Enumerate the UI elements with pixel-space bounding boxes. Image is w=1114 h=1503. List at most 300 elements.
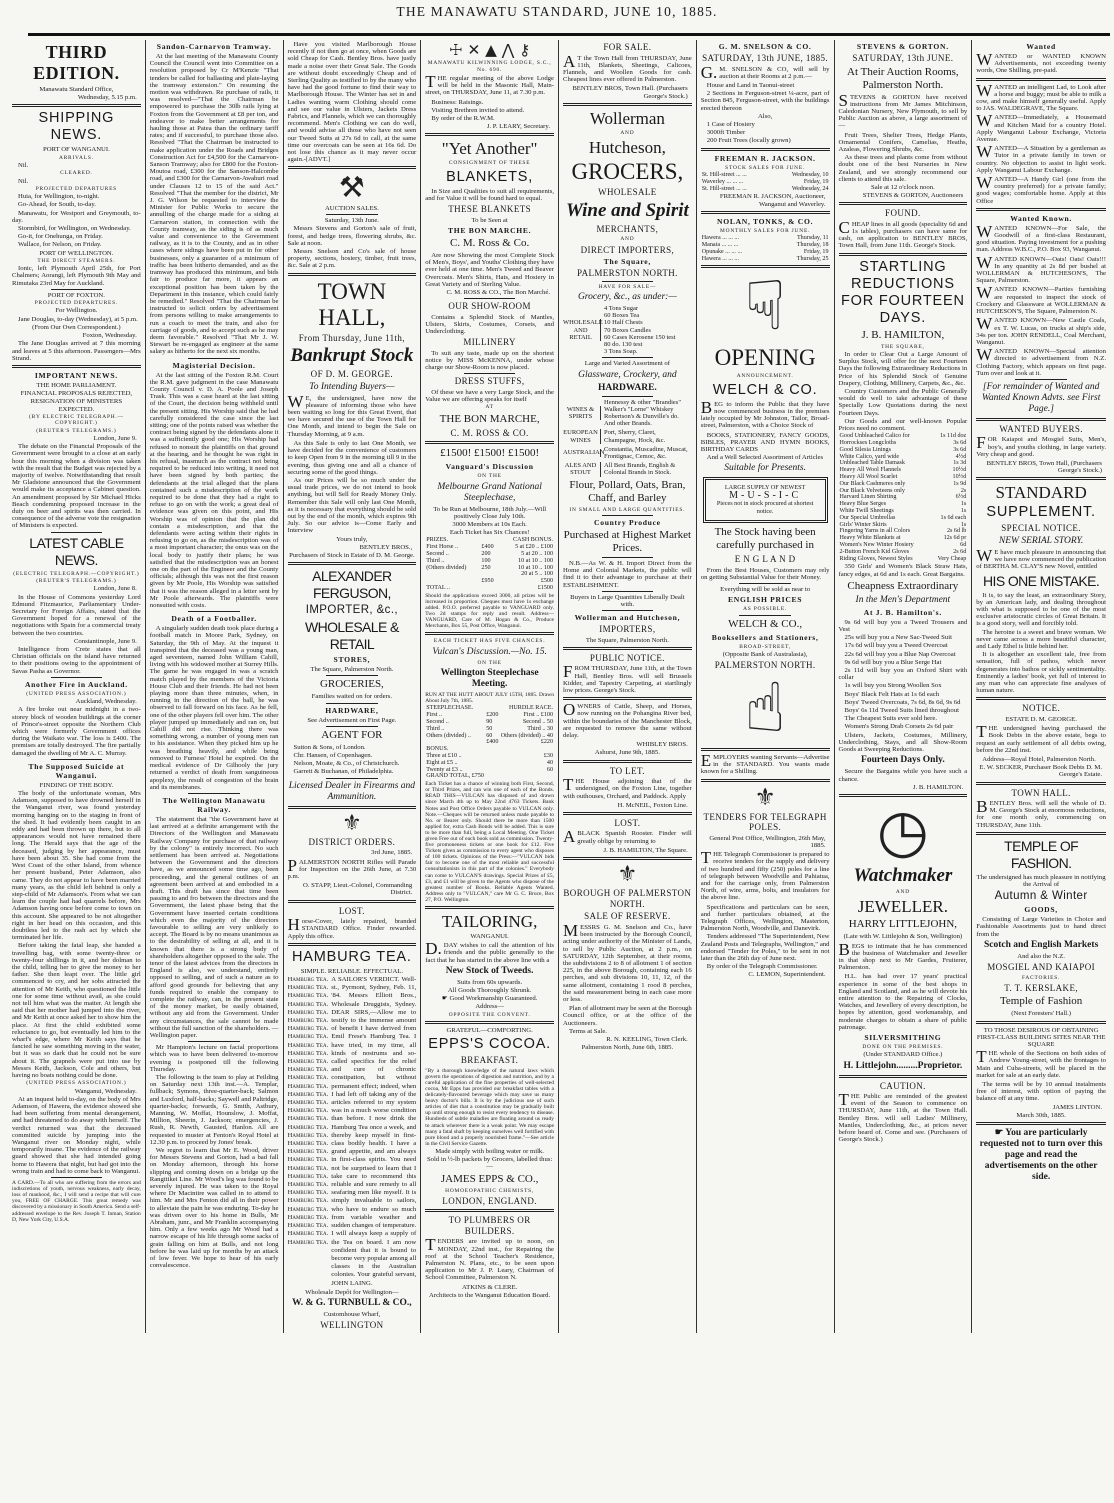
small-caps-line: AS POSSIBLE.: [743, 606, 788, 613]
condensed-heading: WHOLESALE & RETAIL: [304, 619, 399, 653]
paragraph-dropcap: WANTED an intelligent Lad, to Look after a horse and buggy; must be able to milk a cow, and make himself generally useful. Apply to JAS. WALDEGRAVE, The Square.: [976, 80, 1106, 113]
table-cell: St. Hill-street ... ...: [701, 171, 747, 178]
table-cell: Friday, 19: [803, 248, 829, 255]
table-cell: Riding Gloves, Newest Styles: [839, 555, 913, 562]
display-subheading: IMPORTER, &c.,: [305, 604, 399, 617]
centered-line: Address—: [475, 1003, 504, 1011]
double-divider: [976, 208, 1106, 211]
caps-heading: LOST.: [338, 905, 365, 916]
paragraph: Huia, for Wellington, to-night.: [18, 193, 100, 201]
centered-line: Each Ticket has Six Chances!: [449, 529, 530, 537]
brand-label: Hamburg Tea.: [287, 1025, 329, 1033]
section-heading: Country Produce: [594, 518, 661, 527]
table-cell: 5 at £20 .. £100: [515, 544, 553, 551]
paragraph: Nil.: [18, 177, 29, 185]
small-caps-line: OPPOSITE THE CONVENT.: [448, 1011, 531, 1018]
centered-line: Manawatu Standard Office,: [39, 86, 114, 93]
signature-line: O. STAPP, Lieut.-Colonel, Commanding District.: [302, 882, 413, 897]
small-caps-line: AND: [620, 129, 635, 136]
paragraph: At the last meeting of the Manawatu County Council the Council went into Committee on a resolution proposed by Cr M'Kenzie "That tenders be called for ballasting and plate-laying the tramway extension." On resuming the motion was withdrawn. Re purchase of rails, it was resolved—"That the Chairman be empowered to purchase the 30lb rails lying at Foxton from the Government at £8 per ton, and endeavor to make better arrangements for hauling those at Patea than the ordinary tariff rates; and if successful, to purchase those also. Resolved "That the Chairman be instructed to make application under the Roads and Bridges Construction Act for £4,500 for the Carnarvon-Sanson Tramway; also for £800 for the Foxton-Moutoa road, £300 for the Sanson-Halcombe road, and £300 for the Carnarvon-Awahuri road under Clauses 12 to 15 of the said Act." Resolved "That the member for the district, Mr J. G. Wilson be requested to interview the Minister for Public Works to secure the annulling of the charge made for a siding at Carnarvon station, in connection with the County tramway, as the siding is of as much value and convenience to the Government railway, as it is to the County, and as in other cases where sidings have been put in for other businesses, only a guarantee of a minimum of traffic has been hitherto demanded, and as the tramway has produced this minimum, and bids fair to produce far more, it appears an exceptional position has been taken by the Department in this instance, which could fairly be remedied." Resolved "That the Chairman be instructed to solicit orders by advertisement from persons willing to make arrangements to run a coach to meet the train, and also for carriage of goods, and to accept such as he may deem favorable." Resolved "That Mr J. W. Stewart be re-engaged as engineer at the same salary as hitherto for the next six months.: [149, 53, 279, 356]
table-cell: Wednesday, 10: [791, 171, 829, 178]
divider: [51, 677, 103, 678]
signature-line: JAMES LINTON.: [1052, 1103, 1102, 1111]
table-row: [839, 542, 968, 549]
table-cell: Thursday, 25: [796, 255, 829, 262]
paragraph: The following is the team to play at Feilding on Saturday next 13th inst.—A. Templar, fullback; Symons, three-quarter-back; Salmon and Luxford, half-backs; Saywell and Paltridge, quarter-backs; forwards, G. Smith, Astbury, Manning, W. Moffat, Hounslow, J. Moffat, Million, Sheerin, J. Jackson; emergencies, J. Rush, R. Newth, Gausted, Hanlon. All are requested to muster at Fenton's Royal Hotel at 12.30 p.m. to proceed by Jones' break.: [149, 1074, 279, 1146]
paragraph-dropcap: PALMERSTON NORTH Rifles will Parade for Inspection on the 26th June, at 7.30 p.m.: [287, 855, 417, 881]
paragraph: In Size and Qualities to suit all requirements, and for Value it will be found hard to equal.: [425, 187, 554, 203]
signature-line: BENTLEY BROS.,: [359, 543, 413, 551]
table-cell: 250: [481, 564, 491, 571]
paragraph-dropcap: THE Public are reminded of the greatest event of the Season to commence on THURSDAY, June 11th, at the Town Hall. Bentley Bros. will sell Ladies' Millinery, Mantles, Underclothing, &c., at prices never before heard of. Come and see. (Purchasers of George's Stock.): [838, 1090, 968, 1144]
caps-heading: WHOLESALE: [598, 187, 657, 198]
brand-label: Hamburg Tea.: [287, 1107, 329, 1115]
paragraph: By order of the R.W.M.: [431, 115, 495, 123]
paragraph: BOOKS, STATIONERY, FANCY GOODS, BIBLES, PRAYER AND HYMN BOOKS, BIRTHDAY CARDS: [700, 431, 830, 453]
table-cell: Third ..: [426, 557, 445, 564]
signature-line: Foxton, Wednesday.: [82, 332, 137, 340]
brand-label: Hamburg Tea.: [287, 1074, 329, 1082]
small-caps-line: (REUTER'S TELEGRAMS.): [36, 427, 117, 434]
condensed-heading: LATEST CABLE NEWS.: [29, 534, 124, 568]
display-heading: OPENING: [714, 345, 816, 371]
small-caps-line: CLEARED.: [60, 170, 93, 177]
italic-subheading: Licensed Dealer in Firearms and Ammunition.: [288, 780, 416, 802]
table-cell: Hawera ... ... ...: [701, 255, 739, 262]
table-row: [425, 753, 554, 760]
paragraph-dropcap: AT the Town Hall from THURSDAY, June 11th, Blankets, Sheetings, Calicoes, Flannels, and Woollen Goods for cash. Cheapest lines ever offered in Palmerston.: [563, 51, 692, 84]
brand-label: Hamburg Tea.: [287, 1205, 329, 1213]
coat-of-arms-icon: ⚜: [341, 809, 362, 836]
pointing-hand-up-icon: ☝: [744, 668, 786, 748]
table-cell: First ..: [426, 712, 442, 719]
double-divider: [976, 1021, 1106, 1024]
double-divider: [976, 477, 1106, 480]
goods-item: And other Brands.: [604, 420, 652, 428]
signature-line: 3rd June, 1885.: [371, 849, 413, 857]
subheading: The Stock having been carefully purchased in: [714, 526, 816, 552]
paragraph: Garrett & Buchanan, of Philadelphia.: [293, 768, 394, 776]
price-table: [425, 537, 554, 591]
section-heading: Sandon-Carnarvon Tramway.: [156, 42, 272, 51]
paragraph: Jane Douglas, to-day (Wednesday), at 5 p.m.: [18, 315, 138, 323]
paragraph: A fire broke out near midnight in a two-storey block of wooden buildings at the corner of Prince's-street opposite the Northern Club which were formerly Government offices during the Waikato war. The loss is £400. The premises are totally destroyed. The fire partially damaged the dwelling of Mr A. C. Murray.: [12, 706, 141, 757]
brand-label: Hamburg Tea.: [287, 1238, 329, 1246]
small-caps-line: HAVE FOR SALE—: [598, 283, 657, 290]
repeated-brand-column: [288, 976, 329, 1288]
table-cell: £400: [486, 739, 499, 746]
table-cell: 10½d: [952, 474, 967, 481]
caps-heading: PUBLIC NOTICE.: [589, 652, 665, 663]
centered-line: Saturday, 13th June.: [324, 217, 379, 225]
fine-print: "By a thorough knowledge of the natural laws which govern the operations of digestion and nutrition, and by a careful application of the fine properties of well-selected cocoa, Mr Epps has provided our breakfast tables with a delicately-flavoured beverage which may save us many heavy doctor's bills. It is by the judicious use of such articles of diet that a constitution may be gradually built up until strong enough to resist every tendency to disease. Hundreds of subtle maladies are floating around us ready to attack wherever there is a weak point. We may escape many a fatal shaft by keeping ourselves well fortified with pure blood and a properly nourished frame."—See article in the Civil Service Gazette.: [425, 1067, 554, 1147]
section-heading: Death of a Footballer.: [171, 614, 257, 624]
double-divider: [976, 418, 1106, 421]
bold-line: New Stock of Tweeds.: [445, 965, 534, 976]
caps-heading: FOUND.: [885, 208, 921, 219]
bold-line: Fourteen Days Only.: [861, 755, 945, 766]
paragraph-dropcap: MESSRS G. M. Snelson and Co., have been instructed by the Borough Council, acting under authority of the Minister of Lands, to sell by Public Auction, at 2 p.m., on SATURDAY, 12th September, at their rooms, the subdivisions 2 to 8 of allotment 1 of section 225, in the above Borough, containing each 16 perches, and sub divisions 10, 11, 12, of the same allotment, containing 1 rood 8 perches, the said measurement being in each case more or less.: [563, 920, 692, 1004]
table-cell: £400: [481, 544, 494, 551]
table-cell: 40: [546, 759, 553, 766]
bold-line: ☛ You are particularly requested not to turn over this page and read the advertisements on the other side.: [979, 1128, 1103, 1183]
music-notice-box: [703, 477, 828, 523]
centered-line: The Square, Palmerston North.: [585, 636, 669, 644]
paragraph-dropcap: WE, the undersigned, have now the pleasure of informing those who have been waiting so long for this Great Event, that we have secured the use of the Town Hall for One Month, and intend to begin the Sale on Thursday Morning, at 9 a.m.: [287, 391, 417, 438]
italic-subheading: In the Men's Department: [855, 594, 951, 605]
signature-line: Wanganui, Wednesday.: [74, 1087, 137, 1095]
display-heading: STANDARD: [995, 483, 1087, 503]
small-caps-line: DONE ON THE PREMISES.: [862, 1043, 944, 1050]
italic-subheading: Melbourne Grand National Steeplechase,: [437, 481, 542, 503]
divider: [326, 214, 378, 215]
divider: [51, 759, 103, 760]
table-cell: PRIZES.: [426, 537, 449, 544]
table-cell: Manaia ... ... ...: [701, 241, 739, 248]
double-divider: [288, 943, 417, 946]
divider: [739, 583, 791, 584]
paragraph: Our Goods and our well-known Popular Prices need no comment.: [838, 417, 968, 433]
divider: [326, 778, 378, 779]
table-cell: (Others divided): [426, 564, 467, 571]
double-divider: [701, 211, 830, 214]
divider: [602, 557, 654, 558]
table-cell: Others (divided) .. 40: [500, 732, 553, 739]
table-cell: Waverley ... ... ...: [701, 178, 744, 185]
italic-subheading: Grocery, &c., as under:—: [577, 291, 677, 302]
table-cell: [425, 578, 480, 585]
table-cell: GRAND TOTAL, £750: [426, 773, 484, 780]
section-heading: Wanted Known.: [1010, 213, 1073, 223]
small-caps-line: THE SQUARE,: [881, 343, 925, 350]
double-divider: [701, 748, 830, 751]
table-cell: 1s: [960, 501, 967, 508]
table-cell: Wednesday, 24: [791, 185, 829, 192]
divider: [602, 357, 654, 358]
table-cell: Thursday, 11: [796, 235, 829, 242]
caps-heading: MILLINERY: [463, 337, 516, 348]
goods-item: Champagne, Hock, &c.: [604, 436, 666, 444]
paragraph-dropcap: THE Telegraph Commissioner is prepared to receive tenders for the supply and delivery of two hundred and fifty (250) poles for a line of telegraph between Woodville and Pahiatua, and for the carriage only, from Palmerston North, of wire, arms, bolts, and insulators for the above line.: [700, 848, 830, 902]
caps-heading: DIRECT IMPORTERS,: [580, 244, 675, 255]
fine-print: A CARD.—To all who are suffering from the errors and indiscretions of youth, nervous weakness, early decay, loss of manhood, &c., I will send a recipe that will cure you, FREE OF CHARGE. This great remedy was discovered by a missionary in South America. Send a self-addressed envelope to the Rev. Joseph T. Inman, Station D, New York City, U.S.A.: [12, 1180, 141, 1223]
table-cell: 60: [546, 766, 553, 773]
double-divider: [425, 1209, 554, 1212]
divider: [188, 1041, 240, 1042]
brand-label: Hamburg Tea.: [287, 1008, 329, 1016]
caps-heading: SPECIAL NOTICE.: [1001, 523, 1081, 534]
table-row: [425, 565, 554, 572]
table-row: [839, 454, 968, 461]
brand-label: Hamburg Tea.: [287, 1131, 329, 1139]
divider: [739, 615, 791, 616]
caps-heading: DRESS STUFFS,: [454, 376, 525, 387]
centered-line: (Late with W. Littlejohn & Son, Wellington): [843, 933, 963, 941]
table-row: [425, 773, 554, 780]
centered-line: Palmerston North, June 6th, 1885.: [581, 1044, 674, 1052]
divider: [188, 793, 240, 794]
section-heading: GOODS,: [1024, 905, 1058, 915]
brand-label: Hamburg Tea.: [287, 1140, 329, 1148]
centered-line: Customhouse Wharf,: [323, 1310, 381, 1318]
small-caps-line: BROAD-STREET,: [739, 643, 792, 650]
caps-heading: BOROUGH OF PALMERSTON NORTH.: [563, 888, 692, 909]
goods-category: AUSTRALIAN: [563, 449, 605, 457]
divider: [51, 289, 103, 290]
brand-label: Hamburg Tea.: [287, 1017, 329, 1025]
brand-label: Hamburg Tea.: [287, 1156, 329, 1164]
caps-heading: TENDERS FOR TELEGRAPH POLES.: [703, 811, 827, 833]
goods-list: [563, 305, 692, 355]
paragraph: 1s will buy you Strong Woollen Sox: [844, 682, 942, 690]
centered-line: Families waited on for orders.: [311, 693, 393, 701]
subheading: At Their Auction Rooms, Palmerston North.: [847, 65, 959, 91]
double-divider: [288, 806, 417, 809]
section-heading: Vanguard's Discussion: [445, 462, 534, 472]
goods-list: [563, 399, 692, 428]
newspaper-columns: [8, 40, 1110, 1333]
signature-line: London, June 8.: [93, 585, 137, 593]
double-divider: [839, 202, 968, 205]
signature-line: J. B. HAMILTON.: [912, 783, 964, 791]
small-caps-line: FACTORIES.: [1022, 974, 1061, 981]
divider: [51, 532, 103, 533]
divider: [464, 373, 516, 374]
centered-line: All Goods Thoroughly Shrunk.: [447, 987, 532, 995]
paragraph: Intelligence from Crete states that all Christian officials on the island have returned to their positions owing to the appointment of Savas Pasha as Governor.: [12, 646, 141, 675]
small-caps-line: AT: [485, 404, 494, 411]
pointing-hand-down-icon: ☟: [744, 267, 786, 347]
condensed-heading: ALEXANDER FERGUSON,: [312, 568, 392, 602]
goods-item: 10 Half Chests: [604, 319, 643, 327]
divider: [602, 396, 654, 397]
paragraph-dropcap: THE undersigned having purchased the Book Debts in the above estate, begs to request an early settlement of all debts owing, before the 22nd inst.: [976, 722, 1106, 754]
signature-line: Wednesday, 5.15 p.m.: [77, 94, 137, 102]
table-cell: First Horse ..: [426, 544, 459, 551]
table-cell: Second ..: [426, 718, 449, 725]
goods-items: [604, 305, 675, 355]
table-row: [839, 467, 968, 474]
table-row: [701, 186, 830, 193]
centered-line: ESTATE D. M. GEORGE.: [1005, 715, 1077, 723]
divider: [326, 675, 378, 676]
paragraph-dropcap: ABLACK Spanish Rooster. Finder will greatly oblige by returning to: [563, 827, 692, 847]
double-divider: [839, 1075, 968, 1078]
newspaper-masthead: THE MANAWATU STANDARD, JUNE 10, 1885.: [396, 4, 718, 19]
display-heading: HAMBURG TEA.: [292, 948, 412, 965]
small-caps-line: HOMOEOPATHIC CHEMISTS,: [445, 1187, 535, 1194]
caps-heading: SALE OF RESERVE.: [584, 911, 671, 922]
small-caps-line: IN SMALL AND LARGE QUANTITIES.: [569, 506, 686, 513]
subheading: GROCERIES,: [319, 678, 384, 691]
paragraph-dropcap: WANTED—A Situation by a gentleman as Tutor in a private family in town or country. No objection to assist in light work. Apply Wanganui Labour Exchange.: [976, 142, 1106, 174]
goods-category: ALES AND STOUT: [563, 462, 601, 476]
paragraph-dropcap: BENTLEY Bros. will sell the whole of D. M. George's Stock at enormous reductions, for one month only, commencing on THURSDAY, June 11th.: [976, 797, 1106, 829]
paragraph: 1 Case of Hosiery: [706, 120, 755, 128]
table-row: [425, 726, 554, 733]
table-row: [701, 235, 830, 242]
centered-line: (From Our Own Correspondent.): [32, 323, 121, 331]
table-row: [425, 585, 554, 592]
double-divider: [288, 562, 417, 565]
subheading: C. M. Ross & Co.: [450, 236, 530, 249]
table-row: [839, 474, 968, 481]
table-row: [425, 705, 554, 712]
double-divider: [288, 166, 417, 169]
table-cell: [499, 746, 554, 753]
double-divider: [563, 812, 692, 815]
caps-heading: BREAKFAST.: [460, 1055, 519, 1066]
paragraph: Country Customers and the Public Generally would do well to take advantage of these Specially Low Quotations during the next Fourteen Days.: [838, 388, 968, 417]
paragraph-dropcap: TENDERS are invited up to noon, on MONDAY, 22nd inst., for Repairing the roof at the School Teacher's Residence, Palmerston N. Plans, etc., to be seen upon application to Mr J. P. Leary, Chairman of School Committee, Palmerston N.: [425, 1235, 554, 1282]
small-caps-line: (BY ELECTRIC TELEGRAPH.—COPYRIGHT.): [28, 413, 124, 427]
paragraph: Terms at Sale.: [569, 1027, 607, 1035]
table-cell: Our Special Umbrellas: [839, 514, 896, 521]
table-cell: Third .. 30: [527, 725, 553, 732]
brand-label: Hamburg Tea.: [287, 1164, 329, 1172]
table-row: [839, 535, 968, 542]
bold-line: H. Littlejohn.........Proprietor.: [843, 1060, 963, 1071]
centered-line: Wholesale Depôt for Wellington—: [305, 1288, 399, 1296]
divider: [326, 703, 378, 704]
goods-items: [604, 462, 675, 476]
table-row: [425, 746, 554, 753]
price-table: [425, 705, 554, 780]
table-row: [425, 733, 554, 740]
table-cell: Good Unbleached Calico for: [839, 433, 910, 440]
double-divider: [425, 1021, 554, 1024]
table-row: [425, 719, 554, 726]
small-caps-line: PROJECTED DEPARTURES.: [34, 300, 119, 307]
centered-line: WANGANUI.: [470, 933, 509, 940]
centered-line: Everything will be sold as near to: [720, 586, 811, 594]
brand-label: Hamburg Tea.: [287, 1115, 329, 1123]
centered-line: To be Seen at: [471, 216, 508, 224]
caps-heading: MOSGIEL AND KAIAPOI: [987, 962, 1095, 973]
paragraph: Before taking the fatal leap, she handed a travelling bag, with some twenty-three or twenty-four shillings in it, and her dolman to the child, telling her to give the money to her father. She then leapt over. The little girl commenced to cry, and her sobs attracted the attention of Mr Keith, who questioned the little one for some time without avail, as she could not tell him what was the matter. At length she said that her mother had jumped into the river, and Mr Keith at once asked her to show him the place. At first the child exhibited some reluctance to go, but eventually led him to the wharf's edge, where Mr Keith says that he fancied he saw something moving in the water, but it was so dark that he could not be sure about it. The grapnels were put into use by Messrs Keith, Jackson, Cole and others, but having no boats nothing could be done.: [12, 942, 141, 1079]
small-caps-line: (ELECTRIC TELEGRAPH.—COPYRIGHT.): [13, 570, 140, 577]
table-row: [701, 172, 830, 179]
centered-line: PORT OF FOXTON.: [47, 291, 105, 299]
table-cell: Eight at £5 ..: [426, 759, 458, 766]
small-caps-line: (REUTER'S TELEGRAMS.): [36, 577, 117, 584]
table-cell: £200: [486, 712, 499, 719]
signature-line: H. McNEIL, Foxton Line.: [617, 801, 688, 809]
brand-label: Hamburg Tea.: [287, 1123, 329, 1131]
double-divider: [425, 906, 554, 909]
paragraph-dropcap: WANTED KNOWN—Oats! Oats! Oats!!! In any quantity at 2s 8d per bushel at WOLLERMAN & HUTCHESON'S, The Square, Palmerston.: [976, 252, 1106, 285]
paragraph: At an inquest held to-day, on the body of Mrs Adamson, of Hawera, the evidence showed she had been suffering from mental derangement, and had threatened to do away with herself. The verdict returned was that the deceased committed suicide by jumping into the Wanganui river on Monday night, while temporarily insane. The evidence of the railway guard showed that she had intended going home to Hawera that night, but had got into the wrong train and had to come back to Wanganui.: [12, 1095, 141, 1175]
table-cell: TOTAL ..: [426, 585, 450, 591]
goods-item: 4 Tons Sugar: [604, 304, 639, 312]
centered-line: ☛ Good Workmanship Guaranteed.: [441, 995, 538, 1003]
paragraph: Stormbird, for Wellington, on Wednesday.: [18, 225, 131, 233]
paragraph: Boys' 6s 11d Tweed Suits lined throughout: [844, 707, 959, 715]
centered-line: THE HOME PARLIAMENT.: [36, 381, 117, 389]
paragraph: It is, to say the least, an extraordinary Story, by an American lady, and dealing throughout with what is supposed to be one of the most exclusive aristocratic circles of Great Britain. It is a good story, well and forcibly told.: [976, 591, 1106, 628]
paragraph: From the Best Houses, Customers may rely on getting Substantial Value for their Money.: [700, 566, 830, 582]
display-heading: SHIPPING NEWS.: [38, 110, 115, 144]
table-cell: £220: [540, 739, 553, 746]
italic-subheading: Vulcan's Discussion.—No. 15.: [432, 646, 547, 657]
caps-heading: CAUTION.: [879, 1080, 926, 1091]
small-caps-line: CONSIGNMENT OF THESE: [448, 160, 531, 167]
table-cell: Three at £10 ..: [426, 752, 462, 759]
table-cell: HURDLE RACE.: [508, 705, 553, 712]
table-cell: Women's New Winter Hosiery: [839, 542, 914, 549]
paragraph: The terms will be by 10 annual instalments free of interest, with option of paying the balance off at any time.: [976, 1081, 1106, 1103]
table-cell: 2-Button French Kid Gloves: [839, 548, 910, 555]
display-subheading: Autumn & Winter: [994, 890, 1088, 903]
table-row: [425, 551, 554, 558]
paragraph: 22s 6d will buy you a Blue Nap Overcoat: [844, 650, 956, 658]
paragraph: 2 Sections in Ferguson-street ¼-acre, part of Section 845, Ferguson-street, with the buildings erected thereon: [700, 90, 830, 112]
box-line: M-U-S-I-C: [729, 490, 802, 502]
table-row: [839, 522, 968, 529]
centered-line: TO THOSE DESIROUS OF OBTAINING FIRST-CLASS BUILDING SITES NEAR THE SQUARE: [976, 1026, 1106, 1049]
signature-line: Auckland, Wednesday.: [75, 698, 137, 706]
paragraph: Go-it, for Onehunga, on Friday.: [18, 233, 103, 241]
table-cell: 50: [486, 725, 493, 732]
table-cell: [425, 571, 480, 578]
paragraph: Ionic, left Plymouth April 25th, for Port Chalmers; Aorangi, left Plymouth 9th May and Rimutaka 23rd May for Auckland.: [12, 265, 141, 287]
table-row: [425, 537, 554, 544]
table-cell: [485, 760, 499, 767]
table-cell: Fingering Yarns in all Colors: [839, 528, 911, 535]
small-caps-line: EACH TICKET HAS FIVE CHANCES.: [433, 638, 546, 645]
subheading: Cheapness Extraordinary: [847, 579, 959, 592]
double-divider: [563, 697, 692, 700]
signature-line: R. N. KEELING, Town Clerk.: [606, 1036, 688, 1044]
column-6: [697, 40, 835, 1333]
display-heading: "Yet Another": [441, 139, 538, 159]
centered-line: Architects to the Wanganui Education Board.: [429, 1291, 551, 1299]
table-cell: 3s 6d: [953, 446, 967, 453]
subheading: WELCH & CO.,: [728, 617, 803, 630]
section-heading: NOLAN, TONKS, & CO.: [717, 216, 814, 226]
column-5: [559, 40, 697, 1333]
table-row: [839, 501, 968, 508]
section-heading: HARDWARE,: [325, 705, 379, 715]
subheading: AGENT FOR: [321, 728, 383, 741]
caps-heading: TOWN HALL.: [1011, 787, 1071, 798]
goods-item: 3 Tons Soap.: [604, 348, 638, 356]
table-row: [425, 544, 554, 551]
table-cell: BONUS.: [426, 746, 449, 753]
small-caps-line: ARRIVALS.: [58, 154, 94, 161]
paragraph: Business: Raisings.: [431, 98, 484, 106]
caps-heading: NOTICE.: [1022, 703, 1061, 714]
paragraph: Are now Showing the most Complete Stock of Men's, Boys', and Youths' Clothing they have ever held at one time. Men's Tweed and Beaver Overcoats. Men's Shirts, Hats, and Hosiery in Great Variety and of Sterling Value.: [425, 251, 554, 288]
table-cell: [485, 705, 499, 712]
paragraph: The statement that "the Government have at last arrived at a definite arrangement with the Directors of the Wellington and Manawatu Railway Company for purchase of that railway by the colony" is entirely incorrect. No such settlement has been arrived at. Negotiations between the Government and the directors have, as we announced some time ago, been proceeding, and the general outlines of an agreement been arrived at and embodied in a draft. This draft has since that time been passing to and fro between the directors and the Government, the latest phase being that the Government have inserted certain conditions which even the majority of the directors favourable to selling are very unlikely to accept. The Board is by no means unanimous as to the desirability of selling at all, and it is known that there is a strong body of shareholders altogether opposed to the sale. The tenor of the latest advices from the directors in England is also, we understand, entirely opposed to selling, and of such a nature as to afford good grounds for believing that any funds required to enable the company to complete the railway, can, in the present state of the money market, be easily obtained, without any aid from the Government. Under any circumstances, the sale cannot be made without the full sanction of the shareholders. —Wellington paper.: [149, 815, 279, 1039]
small-caps-line: MANAWATU KILWINNING LODGE, S.C., No. 690.: [427, 60, 552, 73]
goods-item: Constantia, Muscadine, Muscat, Frontignac, Cemoc, &c.: [604, 445, 688, 460]
centered-line: See Advertisement on First Page.: [307, 716, 397, 724]
paragraph: Secure the Bargains while you have such a chance.: [838, 768, 968, 783]
brand-label: Hamburg Tea.: [287, 1181, 329, 1189]
display-heading: GROCERS,: [571, 159, 684, 185]
caps-heading: WELLINGTON: [320, 1320, 384, 1331]
subheading: J. B. HAMILTON,: [861, 328, 945, 341]
centered-line: (Under STANDARD Office.): [863, 1051, 943, 1059]
section-heading: ENGLISH PRICES: [728, 595, 803, 605]
paragraph: And a Well Selected Assortment of Articles: [706, 454, 824, 462]
divider: [188, 611, 240, 612]
table-cell: Harvard Linen Shirting: [839, 494, 897, 501]
paragraph: Nelson, Moate, & Co., of Christchurch.: [293, 760, 400, 768]
centered-line: Large and Varied Assortment of: [584, 360, 670, 368]
